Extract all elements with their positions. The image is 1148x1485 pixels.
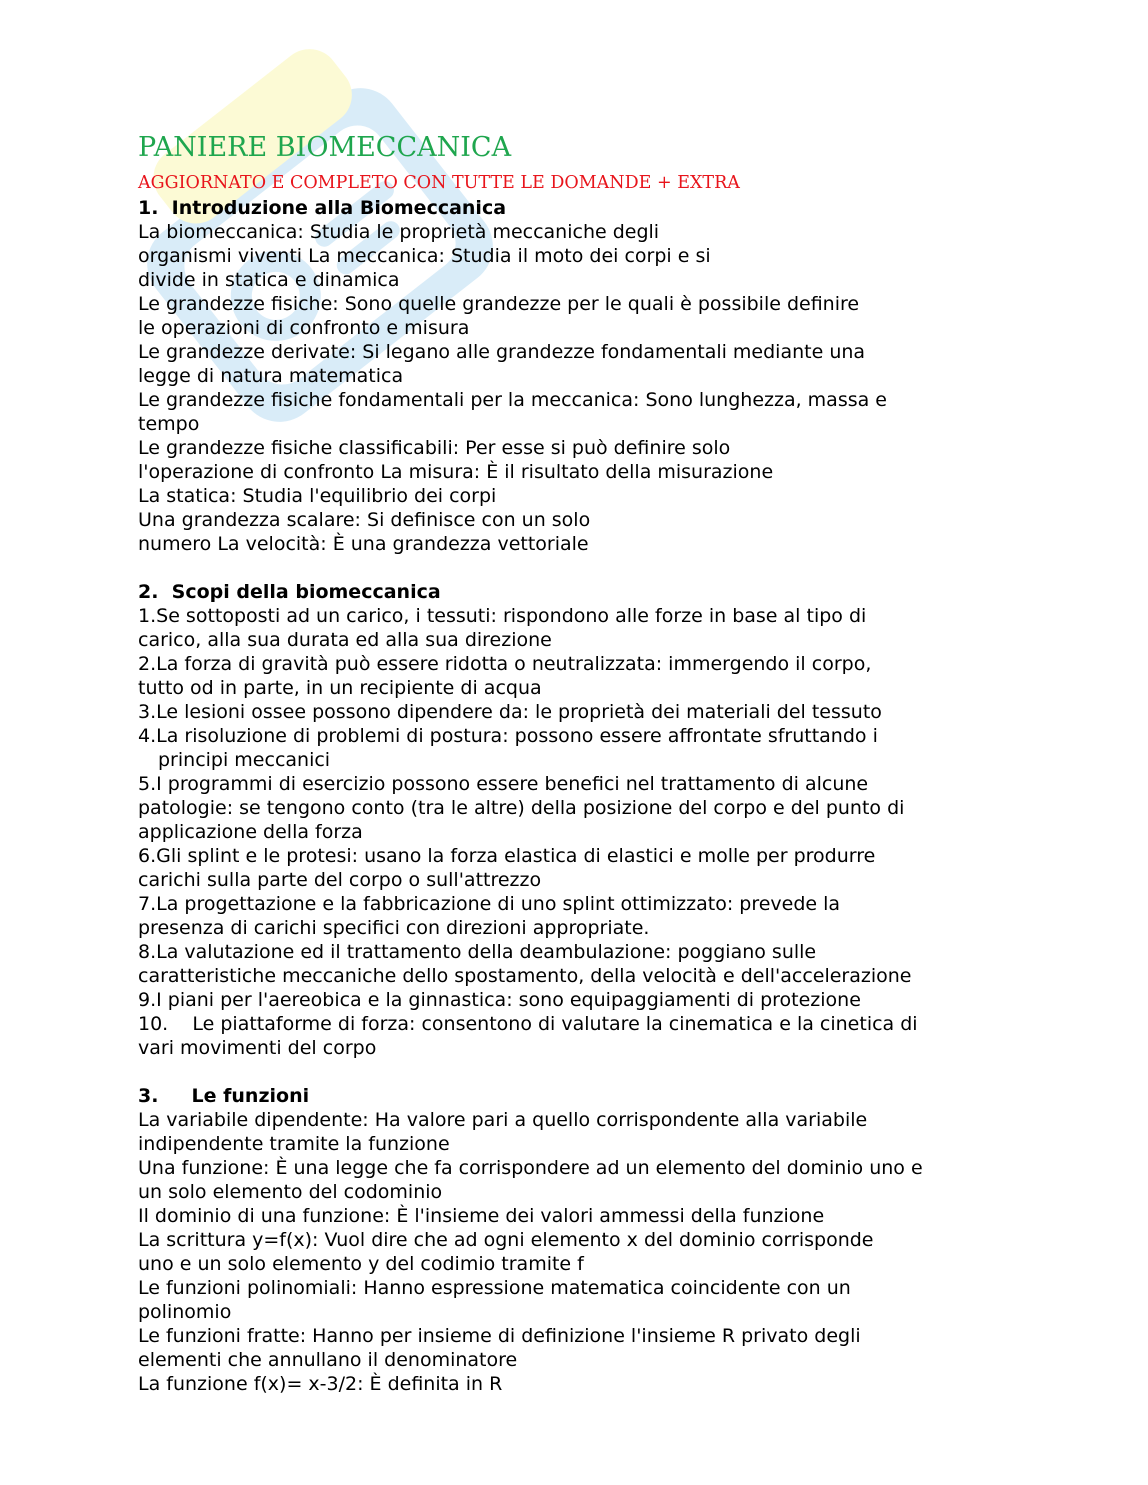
- section-heading: 2. Scopi della biomeccanica: [138, 581, 441, 603]
- text-line: uno e un solo elemento y del codimio tramite f: [138, 1253, 584, 1275]
- document-title: PANIERE BIOMECCANICA: [138, 132, 512, 163]
- text-line: 10. Le piattaforme di forza: consentono di valutare la cinematica e la cinetica di: [138, 1013, 918, 1035]
- text-line: Il dominio di una funzione: È l'insieme dei valori ammessi della funzione: [138, 1205, 825, 1227]
- section-heading: 3. Le funzioni: [138, 1085, 310, 1107]
- text-line: 1.Se sottoposti ad un carico, i tessuti: rispondono alle forze in base al tipo di: [138, 605, 867, 627]
- text-line: caratteristiche meccaniche dello spostamento, della velocità e dell'accelerazione: [138, 965, 912, 987]
- text-line: 7.La progettazione e la fabbricazione di uno splint ottimizzato: prevede la: [138, 893, 841, 915]
- document-subtitle: AGGIORNATO E COMPLETO CON TUTTE LE DOMANDE + EXTRA: [138, 173, 740, 193]
- text-line: elementi che annullano il denominatore: [138, 1349, 518, 1371]
- text-line: tutto od in parte, in un recipiente di acqua: [138, 677, 542, 699]
- text-line: 3.Le lesioni ossee possono dipendere da: le proprietà dei materiali del tessuto: [138, 701, 882, 723]
- text-line: Le grandezze fisiche: Sono quelle grandezze per le quali è possibile definire: [138, 293, 860, 315]
- text-line: 6.Gli splint e le protesi: usano la forza elastica di elastici e molle per produrre: [138, 845, 876, 867]
- section-heading: 1. Introduzione alla Biomeccanica: [138, 197, 507, 219]
- text-line: carichi sulla parte del corpo o sull'attrezzo: [138, 869, 542, 891]
- text-line: l'operazione di confronto La misura: È il risultato della misurazione: [138, 461, 774, 483]
- text-line: 9.I piani per l'aereobica e la ginnastica: sono equipaggiamenti di protezione: [138, 989, 861, 1011]
- text-line: applicazione della forza: [138, 821, 363, 843]
- document-page: [138, 128, 1018, 1396]
- text-line: Le grandezze fisiche classificabili: Per esse si può definire solo: [138, 437, 731, 459]
- text-line: patologie: se tengono conto (tra le altre) della posizione del corpo e del punto di: [138, 797, 905, 819]
- section-scopi: [138, 580, 1018, 1060]
- text-line: Le funzioni polinomiali: Hanno espressione matematica coincidente con un: [138, 1277, 851, 1299]
- text-line: numero La velocità: È una grandezza vettoriale: [138, 533, 589, 555]
- text-line: indipendente tramite la funzione: [138, 1133, 450, 1155]
- text-line: La scrittura y=f(x): Vuol dire che ad ogni elemento x del dominio corrisponde: [138, 1229, 874, 1251]
- text-line: legge di natura matematica: [138, 365, 404, 387]
- text-line: Le grandezze derivate: Si legano alle grandezze fondamentali mediante una: [138, 341, 866, 363]
- text-line: La statica: Studia l'equilibrio dei corpi: [138, 485, 497, 507]
- text-line: 2.La forza di gravità può essere ridotta o neutralizzata: immergendo il corpo,: [138, 653, 872, 675]
- text-line: un solo elemento del codominio: [138, 1181, 443, 1203]
- text-line: divide in statica e dinamica: [138, 269, 400, 291]
- text-line: presenza di carichi specifici con direzioni appropriate.: [138, 917, 650, 939]
- text-line: tempo: [138, 413, 200, 435]
- section-funzioni: [138, 1084, 1018, 1396]
- text-line: La funzione f(x)= x-3/2: È definita in R: [138, 1373, 503, 1395]
- text-line: organismi viventi La meccanica: Studia il moto dei corpi e si: [138, 245, 711, 267]
- text-line: 8.La valutazione ed il trattamento della deambulazione: poggiano sulle: [138, 941, 817, 963]
- text-line: La biomeccanica: Studia le proprietà meccaniche degli: [138, 221, 660, 243]
- text-line: polinomio: [138, 1301, 232, 1323]
- text-line: Le funzioni fratte: Hanno per insieme di definizione l'insieme R privato degli: [138, 1325, 861, 1347]
- text-line: Una grandezza scalare: Si definisce con un solo: [138, 509, 591, 531]
- text-line: vari movimenti del corpo: [138, 1037, 377, 1059]
- text-line: 4.La risoluzione di problemi di postura: possono essere affrontate sfruttando i: [138, 725, 878, 747]
- text-line: Una funzione: È una legge che fa corrispondere ad un elemento del dominio uno e: [138, 1157, 923, 1179]
- text-line: principi meccanici: [158, 749, 331, 771]
- text-line: La variabile dipendente: Ha valore pari a quello corrispondente alla variabile: [138, 1109, 868, 1131]
- text-line: 5.I programmi di esercizio possono essere benefici nel trattamento di alcune: [138, 773, 869, 795]
- text-line: Le grandezze fisiche fondamentali per la meccanica: Sono lunghezza, massa e: [138, 389, 887, 411]
- section-introduzione: [138, 196, 1018, 556]
- text-line: carico, alla sua durata ed alla sua direzione: [138, 629, 552, 651]
- text-line: le operazioni di confronto e misura: [138, 317, 470, 339]
